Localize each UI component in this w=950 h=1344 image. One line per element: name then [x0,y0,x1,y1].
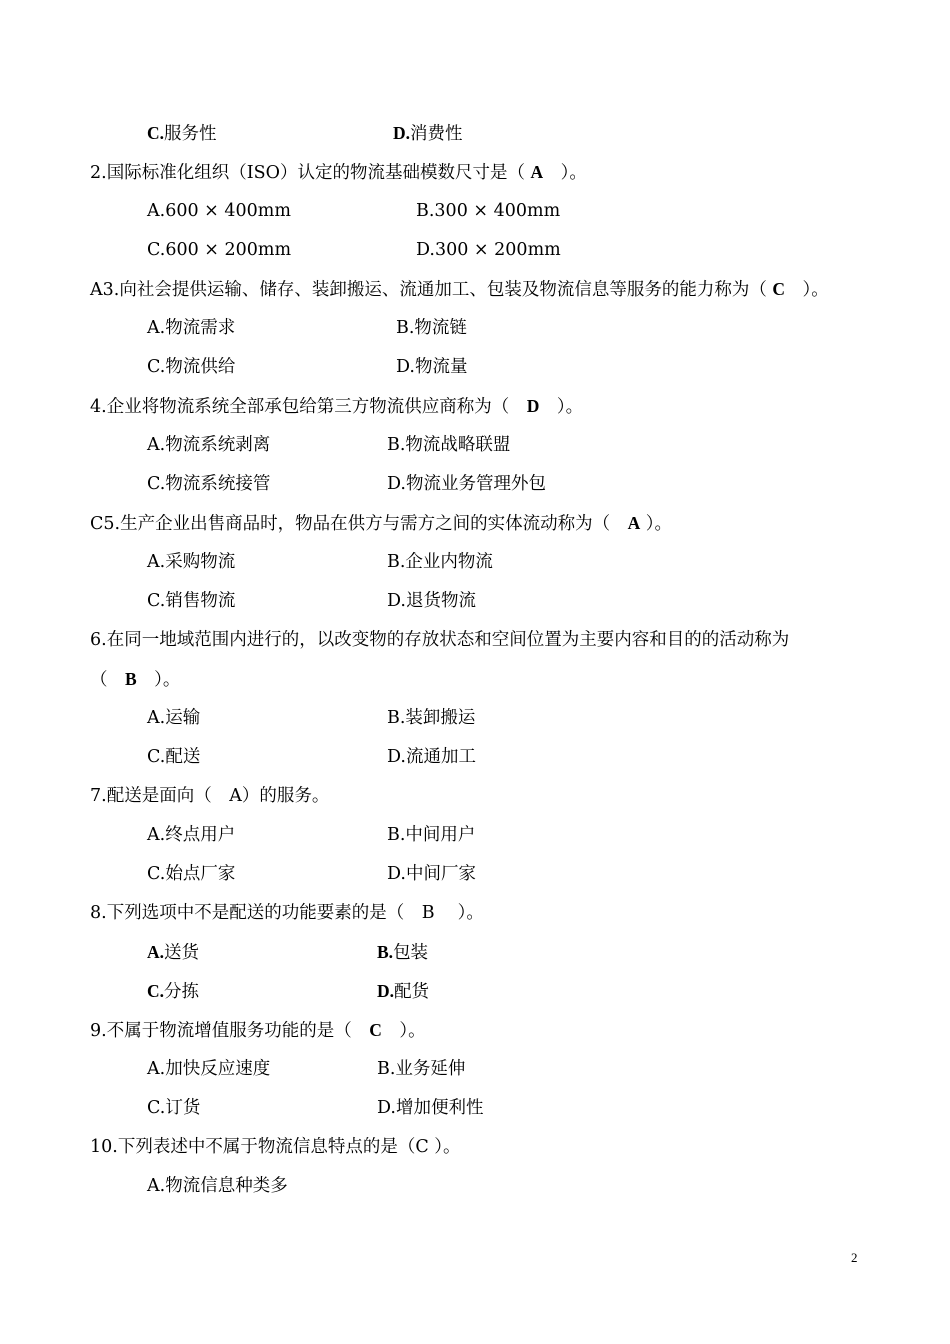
q8-option-b [377,940,428,965]
q9-option-a: A.加快反应速度 [147,1059,271,1079]
q1-option-c-text: 服务性 [164,124,217,144]
q2-stem [90,160,587,185]
q7-stem-pre: 7.配送是面向（ [90,786,230,806]
q1-option-c [147,121,217,146]
q7-option-a: A.终点用户 [147,825,236,845]
q8-option-a-letter: A. [147,942,165,962]
q2-option-d: D.300 × 200mm [416,240,561,260]
q8-answer: B [421,903,435,923]
q8-option-c-text: 分拣 [164,982,200,1002]
q1-option-d-text: 消费性 [410,124,463,144]
q5-stem [90,511,672,536]
q4-option-b: B.物流战略联盟 [387,435,511,455]
q7-option-d: D.中间厂家 [387,864,476,884]
q2-stem-post: ）。 [543,163,587,183]
q6-stem-line1: 6.在同一地域范围内进行的，以改变物的存放状态和空间位置为主要内容和目的的活动称为 [90,630,790,650]
q8-option-a [147,940,199,965]
q3-answer: C [772,279,786,299]
q4-stem-post: ）。 [539,397,584,417]
q3-option-d: D.物流量 [396,357,468,377]
q5-answer: A [627,513,641,533]
q9-option-d: D.增加便利性 [377,1098,484,1118]
q10-stem [90,1135,461,1159]
q8-option-c-letter: C. [147,981,165,1001]
q9-stem-pre: 9.不属于物流增值服务功能的是（ [90,1021,370,1041]
q7-stem [90,784,329,808]
q4-answer: D [526,396,540,416]
q6-option-c: C.配送 [147,747,201,767]
q10-stem-pre: 10.下列表述中不属于物流信息特点的是（ [90,1137,416,1157]
q9-option-c: C.订货 [147,1098,201,1118]
q6-option-a: A.运输 [147,708,201,728]
q2-stem-pre: 2.国际标准化组织（ISO）认定的物流基础模数尺寸是（ [90,163,531,183]
q8-stem-post: ）。 [434,903,484,923]
q10-stem-post: ）。 [428,1137,461,1157]
q1-option-c-letter: C. [147,123,165,143]
q6-option-b: B.装卸搬运 [387,708,476,728]
q7-answer: A [229,786,242,806]
q8-option-d [377,979,429,1004]
q10-answer: C [415,1137,429,1157]
q9-option-b: B.业务延伸 [377,1059,466,1079]
q1-option-d [393,121,463,146]
q5-option-d: D.退货物流 [387,591,476,611]
q1-option-d-letter: D. [393,123,411,143]
q8-option-d-letter: D. [377,981,395,1001]
q2-option-a: A.600 × 400mm [147,201,291,221]
q8-option-a-text: 送货 [164,943,200,963]
q4-stem-pre: 4.企业将物流系统全部承包给第三方物流供应商称为（ [90,397,527,417]
page-number: 2 [851,1250,858,1265]
q2-option-b: B.300 × 400mm [416,201,561,221]
q10-option-a: A.物流信息种类多 [147,1176,288,1196]
q8-option-c [147,979,199,1004]
q2-option-c: C.600 × 200mm [147,240,292,260]
q2-answer: A [530,162,544,182]
q9-stem [90,1018,426,1043]
q3-option-c: C.物流供给 [147,357,236,377]
q6-stem-post: ）。 [136,670,181,690]
q6-stem-pre: （ [90,670,125,690]
q4-stem [90,394,583,419]
q5-option-c: C.销售物流 [147,591,236,611]
q3-option-a: A.物流需求 [147,318,236,338]
q5-stem-post: ）。 [640,514,673,534]
q8-stem [90,901,484,925]
q6-answer: B [125,669,137,689]
q8-option-d-text: 配货 [394,982,430,1002]
q8-option-b-letter: B. [377,942,394,962]
q8-stem-pre: 8.下列选项中不是配送的功能要素的是（ [90,903,422,923]
q7-option-c: C.始点厂家 [147,864,236,884]
q3-option-b: B.物流链 [396,318,467,338]
q6-stem-line2 [90,667,180,692]
q6-option-d: D.流通加工 [387,747,476,767]
q5-option-a: A.采购物流 [147,552,236,572]
q9-answer: C [369,1020,382,1040]
q4-option-d: D.物流业务管理外包 [387,474,546,494]
q5-option-b: B.企业内物流 [387,552,493,572]
q9-stem-post: ）。 [381,1021,426,1041]
q7-stem-post: ）的服务。 [241,786,330,806]
q8-option-b-text: 包装 [393,943,429,963]
q3-stem-post: ）。 [785,280,829,300]
q3-stem [90,277,829,302]
q3-stem-pre: A3.向社会提供运输、储存、装卸搬运、流通加工、包装及物流信息等服务的能力称为（ [90,280,773,300]
q7-option-b: B.中间用户 [387,825,476,845]
q5-stem-pre: C5.生产企业出售商品时，物品在供方与需方之间的实体流动称为（ [90,514,628,534]
q4-option-c: C.物流系统接管 [147,474,271,494]
q4-option-a: A.物流系统剥离 [147,435,271,455]
